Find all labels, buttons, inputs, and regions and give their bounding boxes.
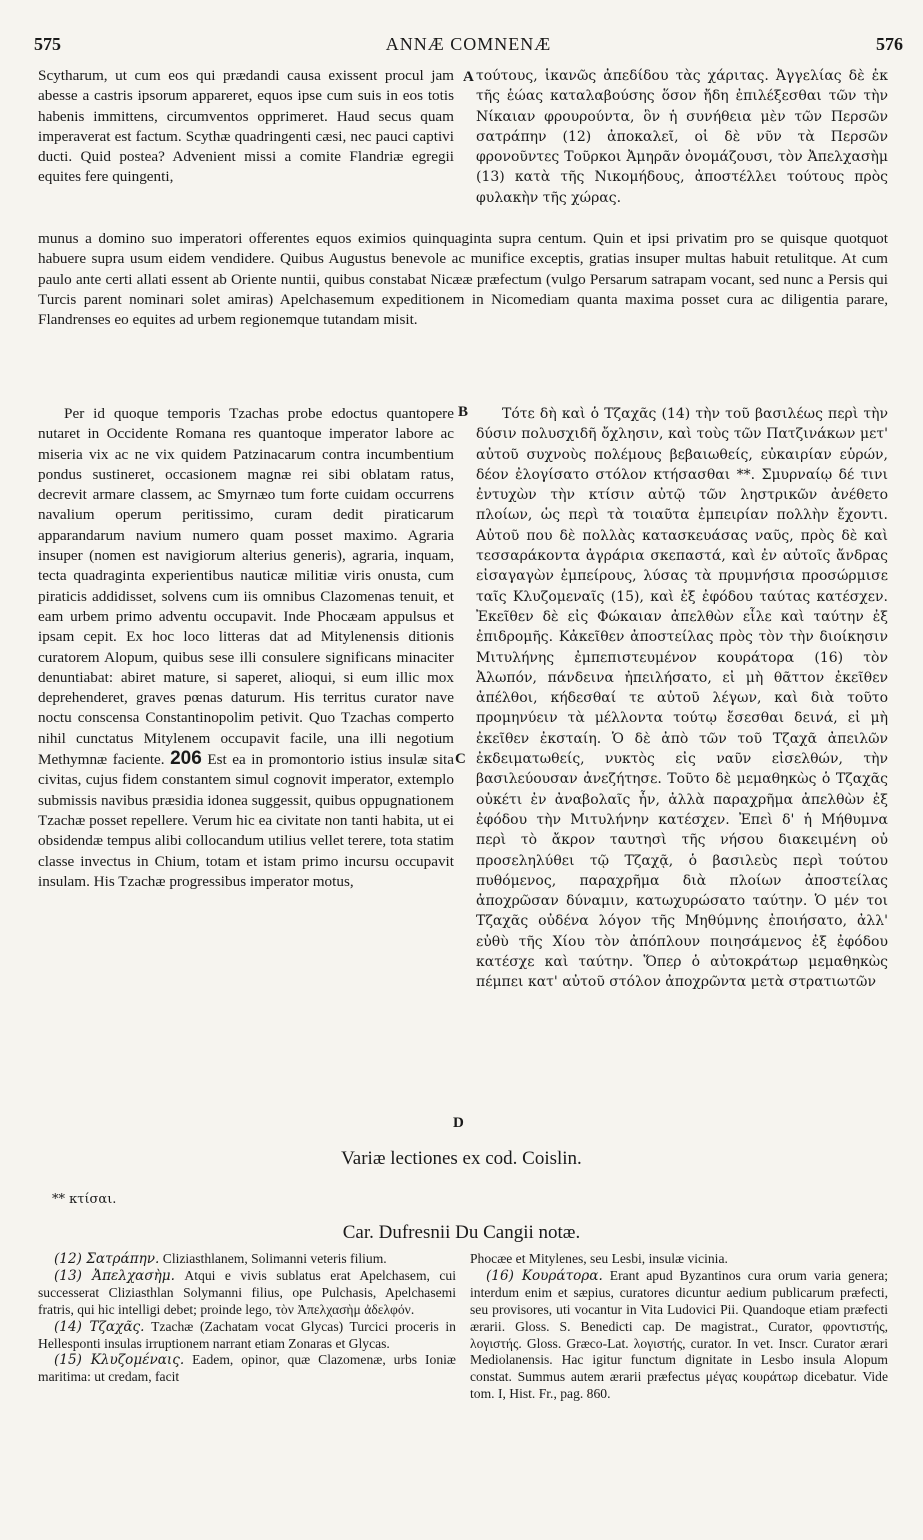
latin-paragraph-1-cont: munus a domino suo imperatori offerentes equos eximios quinquaginta supra centum. Quin et ipsi privatim pro se quisque quotquot habuere supra usum eidem vendidere. Quibus Augustus benevole ac munifice exceptis, gratias insuper multas habuit retulitque. At cum paulo ante certi allati essent ab Oriente nuntii, quibus constabat Nicææ præfectum (vulgo Persarum satrapam vocant, sed nunc a Persis qui Turcis parent nominari solet amiras) Apelchasemum expeditionem in Nicomediam quanta maxima posset cura ac diligentia parare, Flandrenses eo equites ad urbem regionemque tutandam misit. [38, 230, 888, 329]
note-14 [38, 1319, 456, 1353]
margin-letter-c: C [455, 751, 466, 767]
note-13 [38, 1268, 456, 1319]
notes-right-column [470, 1251, 888, 1403]
page-number-right: 576 [876, 34, 903, 54]
note-15 [38, 1352, 456, 1386]
notes-left-column [38, 1251, 456, 1386]
note-16 [470, 1268, 888, 1403]
folio-number: 206 [170, 748, 202, 770]
note-16-head: (16) Κουράτορα. [486, 1267, 603, 1284]
variae-lectiones-title: Variæ lectiones ex cod. Coislin. [341, 1148, 582, 1169]
margin-letter-b: B [458, 404, 469, 420]
note-13-body: Atqui e vivis sublatus erat Apelchasem, cui successerat Cliziasthlan Solymanni filius, ope Pulchasis, Apelchasemi fratris, qui hic intelligi debet; proinde lego, τὸν Ἀπελχασὴμ ἀδελφόν. [38, 1267, 456, 1317]
note-16-body: Erant apud Byzantinos cura orum varia genera; interdum enim et sæpius, curatores dicuntur aedium publicarum præfecti, seu provisores, uti vocantur in Vita Ludovici Pii. Quandoque etiam præfecti ærarii. Gloss. S. Benedicti cap. De magistrat., Curator, φροντιστής, λογιστής. Gloss. Græco-Lat. λογιστής, curator. In vet. Inscr. Curator ærari Mediolanensis. Hac igitur functum dignitate in Lesbo insula Alopum constat. Summus autem ærarii præfectus μέγας κουράτωρ dicebatur. Vide tom. I, Hist. Fr., pag. 860. [470, 1267, 889, 1402]
variae-lectiones-note: ** κτίσαι. [52, 1192, 117, 1207]
note-12-head: (12) Σατράπην. [54, 1251, 160, 1267]
latin-intro [38, 66, 454, 188]
note-14-head: (14) Τζαχᾶς. [54, 1318, 145, 1335]
latin-paragraph-2b: Est ea in promontorio istius insulæ sita civitas, cujus fidem constantem simul cognovit imperator, extemplo submissis navibus præsidia idonea suggessit, quibus oppugnationem Tzachæ posset repellere. Verum hic ea civitate non tanti habita, ut ei obsidendæ tempus alibi collocandum utilius vellet terere, tota statim classe invectus in Chium, totam et istam primo incursu occupavit insulam. His Tzachæ progressibus imperator motus, [38, 751, 454, 890]
greek-paragraph-1: τούτους, ἱκανῶς ἀπεδίδου τὰς χάριτας. Ἀγγελίας δὲ ἐκ τῆς ἑώας καταλαβούσης ὅσον ἤδη ἐπιλέξεσθαι τῶν τὴν Νίκαιαν φρουρούντα, ὃν ἡ συνήθεια μὲν τῶν Περσῶν σατράπην (12) ἀποκαλεῖ, οἱ δὲ νῦν τὰ Περσῶν φρονοῦντες Τοῦρκοι Ἀμηρᾶν ὀνομάζουσι, τὸν Ἀπελχασὴμ (13) κατὰ τῆς Νικομήδους, ἀποστέλλει τούτους πρὸς φυλακὴν τῆς χώρας. [476, 68, 888, 206]
greek-column [476, 404, 888, 993]
notes-title: Car. Dufresnii Du Cangii notæ. [342, 1222, 581, 1243]
note-15-head: (15) Κλυζομέναις. [54, 1352, 185, 1369]
note-13-head: (13) Ἀπελχασὴμ. [54, 1267, 175, 1284]
greek-paragraph-2: Τότε δὴ καὶ ὁ Τζαχᾶς (14) τὴν τοῦ βασιλέως περὶ τὴν δύσιν πολυσχιδῆ ὄχλησιν, καὶ τοὺς τῶν Πατζινάκων μετ' αὐτοῦ συχνοὺς πολέμους βεβαιωθείς, εὐκαιρίαν εὑρών, δέον ἐλογίσατο στόλον κτήσασθαι **. Σμυρναίῳ δέ τινι ἐντυχὼν τὴν κτίσιν αὐτῷ τῶν ληστρικῶν ἀνέθετο πλοίων, ὡς περὶ τὰ τοιαῦτα ἐμπειρίαν πολλὴν ἔχοντι. Αὐτοῦ που δὲ πολλὰς κατασκευάσας ναῦς, πρὸς δὲ καὶ τεσσαράκοντα ἀγράρια σκεπαστά, καὶ ἐν αὐτοῖς ἄνδρας εἰσαγαγὼν ἐμπείρους, λύσας τὰ πρυμνήσια προσώρμισε ταῖς Κλυζομεναῖς (15), καὶ ἐξ ἐφόδου ταύτας κατέσχεν. Ἐκεῖθεν δὲ εἰς Φώκαιαν ἀπελθὼν εἷλε καὶ ταύτην ἐξ ἐπιδρομῆς. Κἀκεῖθεν ἀποστείλας πρὸς τὸν τὴν διοίκησιν Μιτυλήνης ἐμπεπιστευμένον κουράτορα (16) τὸν Ἀλωπόν, πάνδεινα ἠπειλήσατο, εἰ μὴ θᾶττον ἐκεῖθεν ἀπέλθοι, κήδεσθαί τε αὐτοῦ λέγων, καὶ διὰ τοῦτο προμηνύειν τὰ μέλλοντα τούτῳ ἔσεσθαι δεινά, εἰ μὴ ἐκεῖθεν ἐκσταίη. Ὁ δὲ ἀπὸ τῶν τοῦ Τζαχᾶ ἀπειλῶν ἐκδειματωθείς, νυκτὸς εἰς ναῦν εἰσελθών, τὴν βασιλεύουσαν ἀνεζήτησε. Τοῦτο δὲ μεμαθηκὼς ὁ Τζαχᾶς οὐκέτι ἐν ἀναβολαῖς ἦν, ἀλλὰ παραχρῆμα ἀπελθὼν ἐξ ἐφόδου τὴν Μιτυλήνην κατέσχεν. Ἐπεὶ δ' ἡ Μήθυμνα περὶ τὸ ἄκρον ταυτησὶ τῆς νήσου διακειμένη οὐ προσεληλύθει τῷ Τζαχᾷ, ὁ βασιλεὺς περὶ τούτου πυθόμενος, παραχρῆμα διὰ πλοίων ἀποστείλας ἀποχρῶσαν δύναμιν, κατωχυρώσατο ταύτην. Ὁ μέν τοι Τζαχᾶς οὐδένα λόγον τῆς Μηθύμνης ἐποιήσατο, ἀλλ' εὐθὺ τῆς Χίου τὸν ἀπόπλουν ποιησάμενος ἐξ ἐφόδου κατέσχε καὶ ταύτην. Ὅπερ ὁ αὐτοκράτωρ μεμαθηκὼς πέμπει κατ' αὐτοῦ στόλον ἀποχρῶντα μετὰ στρατιωτῶν [476, 406, 888, 991]
margin-letter-d: D [453, 1115, 464, 1131]
page-number-left: 575 [34, 34, 61, 54]
running-title: ANNÆ COMNENÆ [385, 34, 552, 54]
note-12-body: Cliziasthlanem, Solimanni veteris filium. [162, 1251, 387, 1266]
note-12 [38, 1251, 456, 1268]
note-15-body: Eadem, opinor, quæ Clazomenæ, urbs Ioniæ maritima: ut credam, facit [38, 1352, 456, 1385]
note-15-continuation: Phocæe et Mitylenes, seu Lesbi, insulæ vicinia. [470, 1251, 728, 1266]
margin-letter-a: A [463, 69, 474, 85]
latin-paragraph-1: Scytharum, ut cum eos qui prædandi causa exissent procul jam abesse a castris ipsorum appareret, equos ipse cum suis in eos totis habenis immittens, circumventos opprimeret. Haud secus quam imperaverat est factum. Scythæ quadringenti cæsi, nec pauci captivi ducti. Quid postea? Advenient missi a comite Flandriæ egregii equites fere quingenti, [38, 67, 454, 186]
note-14-body: Tzachæ (Zachatam vocat Glycas) Turcici proceris in Hellesponti insulas irruptionem narrant etiam Zonaras et Glycas. [38, 1318, 456, 1351]
greek-intro [476, 66, 888, 208]
latin-full-width [38, 229, 888, 330]
page-header [34, 34, 903, 60]
latin-column [38, 404, 454, 892]
latin-paragraph-2a: Per id quoque temporis Tzachas probe edoctus quantopere nutaret in Occidente Romana res quantoque imperator labore ac miseria vix ac ne vix quidem Patzinacarum contra incumbentium pondus sustineret, occasionem magnæ rei sibi oblatam ratus, decrevit armare classem, ac Smyrnæo tum forte cuidam occurrens navalium operum peritissimo, curam dedit piraticarum apparandarum navium numero quam posset maximo. Agraria insuper (nomen est navigiorum alterius generis), agraria, inquam, tecta quadraginta experientibus nauticæ militiæ viris onusta, cum piraticis addidisset, solvens cum iis omnibus Clazomenas tenuit, et eam urbem primo adventu occupavit. Inde Phocæam appulsus et ipsam cepit. Ex hoc loco litteras dat ad Mitylenensis ditionis curatorem Alopum, quibus sese illi consulere significans minaciter denuntiabat: abiret mature, si saperet, alioqui, si eum illic mox deprehenderet, graves pœnas daturum. His territus curator nave noctu conscensa Constantinopolim petivit. Quo Tzachas comperto nihil cunctatus Mitylenem occupavit facile, una illi negotium Methymnæ faciente. [38, 405, 454, 769]
